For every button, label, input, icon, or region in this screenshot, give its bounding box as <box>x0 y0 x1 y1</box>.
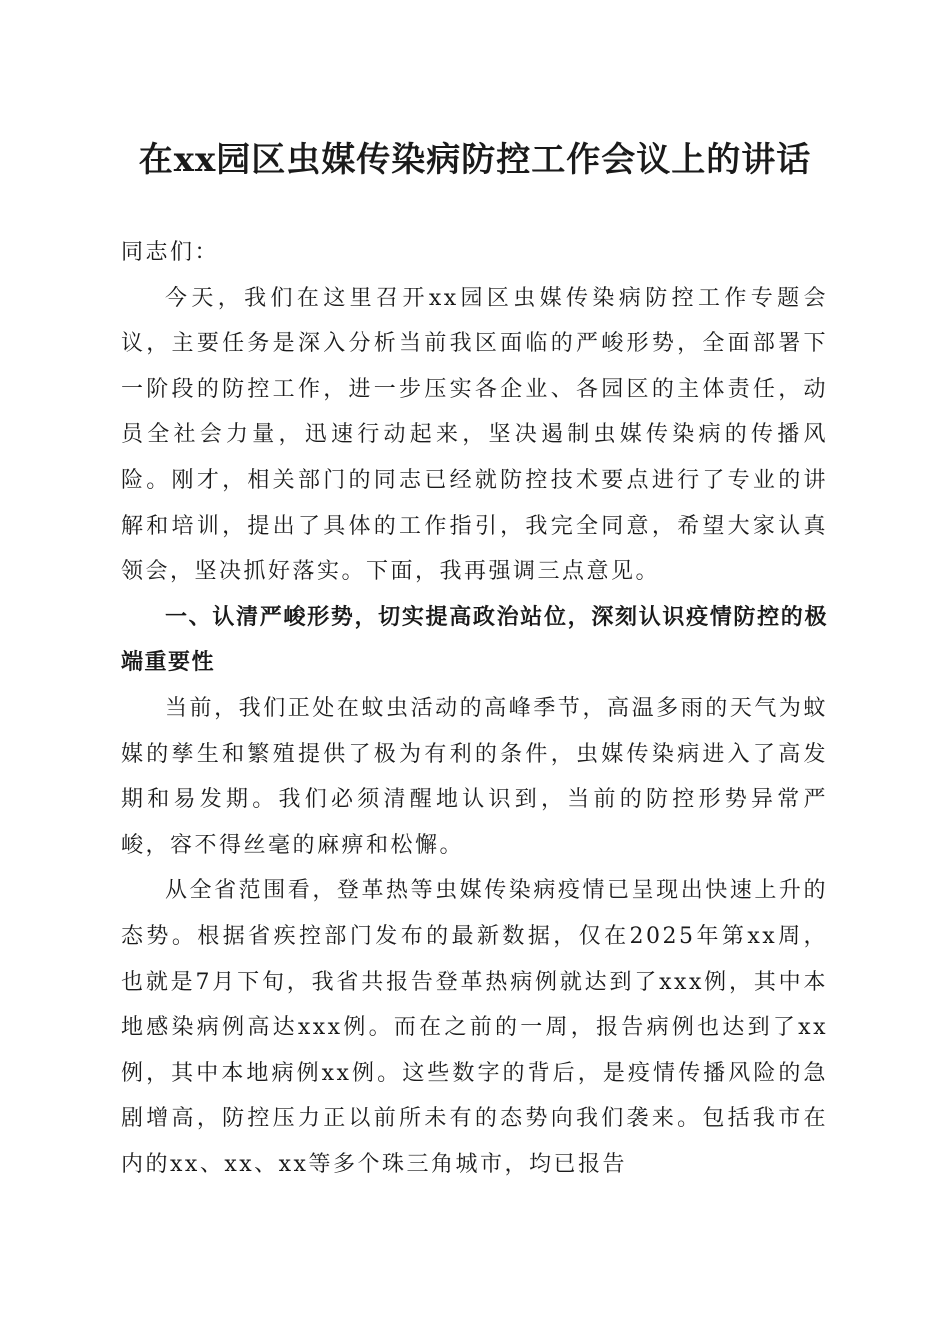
salutation: 同志们： <box>121 240 220 265</box>
section-heading-1: 一、认清严峻形势，切实提高政治站位，深刻认识疫情防控的极端重要性 <box>121 604 828 676</box>
section1-paragraph-1: 当前，我们正处在蚊虫活动的高峰季节，高温多雨的天气为蚊媒的孳生和繁殖提供了极为有利的条件，虫媒传染病进入了高发期和易发期。我们必须清醒地认识到，当前的防控形势异常严峻，容不得丝毫的麻痹和松懈。 <box>121 695 828 858</box>
document-title: 在xx园区虫媒传染病防控工作会议上的讲话 <box>138 140 812 180</box>
section1-paragraph-2: 从全省范围看，登革热等虫媒传染病疫情已呈现出快速上升的态势。根据省疾控部门发布的最新数据，仅在2025年第xx周，也就是7月下旬，我省共报告登革热病例就达到了xxx例，其中本地感染病例高达xxx例。而在之前的一周，报告病例也达到了xx例，其中本地病例xx例。这些数字的背后，是疫情传播风险的急剧增高，防控压力正以前所未有的态势向我们袭来。包括我市在内的xx、xx、xx等多个珠三角城市，均已报告 <box>121 878 828 1177</box>
opening-paragraph: 今天，我们在这里召开xx园区虫媒传染病防控工作专题会议，主要任务是深入分析当前我区面临的严峻形势，全面部署下一阶段的防控工作，进一步压实各企业、各园区的主体责任，动员全社会力量，迅速行动起来，坚决遏制虫媒传染病的传播风险。刚才，相关部门的同志已经就防控技术要点进行了专业的讲解和培训，提出了具体的工作指引，我完全同意，希望大家认真领会，坚决抓好落实。下面，我再强调三点意见。 <box>121 285 828 585</box>
document-body <box>121 230 828 1187</box>
